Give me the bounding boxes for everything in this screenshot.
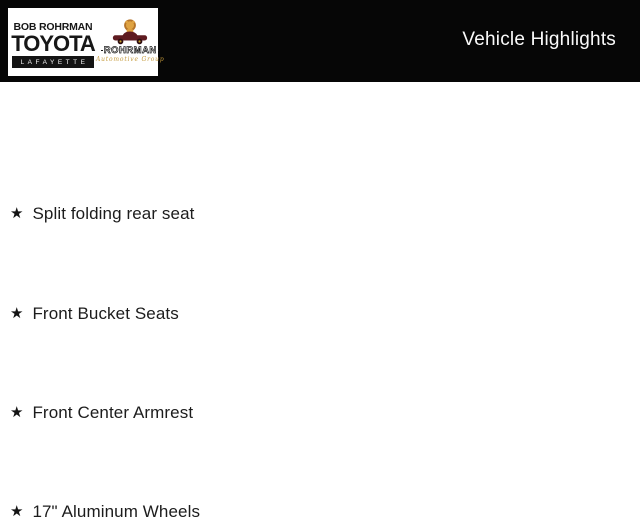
highlight-item <box>10 402 193 424</box>
highlight-label: 17" Aluminum Wheels <box>32 502 201 521</box>
star-icon: ★ <box>10 204 24 222</box>
group-tagline: Automotive Group <box>96 55 165 63</box>
star-icon: ★ <box>10 403 24 421</box>
group-rule-right <box>158 50 159 51</box>
highlights-list <box>0 82 640 521</box>
lion-car-icon <box>111 16 149 46</box>
highlight-label: Split folding rear seat <box>32 204 195 223</box>
star-icon: ★ <box>10 304 24 322</box>
dealer-city-line: LAFAYETTE <box>12 56 94 68</box>
dealer-brand-line: TOYOTA <box>11 31 95 56</box>
star-icon: ★ <box>10 502 24 520</box>
dealer-group-block <box>96 8 164 76</box>
group-name: ROHRMAN <box>103 45 157 56</box>
page-title: Vehicle Highlights <box>462 29 616 51</box>
highlight-item <box>10 501 200 523</box>
highlight-label: Front Center Armrest <box>32 403 194 422</box>
header-bar <box>0 0 640 82</box>
group-name-row <box>101 46 159 56</box>
highlight-item <box>10 303 179 325</box>
dealer-logo <box>8 8 165 76</box>
highlight-item <box>10 203 194 225</box>
dealer-logo-text-block <box>8 8 96 76</box>
highlight-label: Front Bucket Seats <box>32 304 179 323</box>
dealer-name-line: BOB ROHRMAN <box>13 21 93 33</box>
